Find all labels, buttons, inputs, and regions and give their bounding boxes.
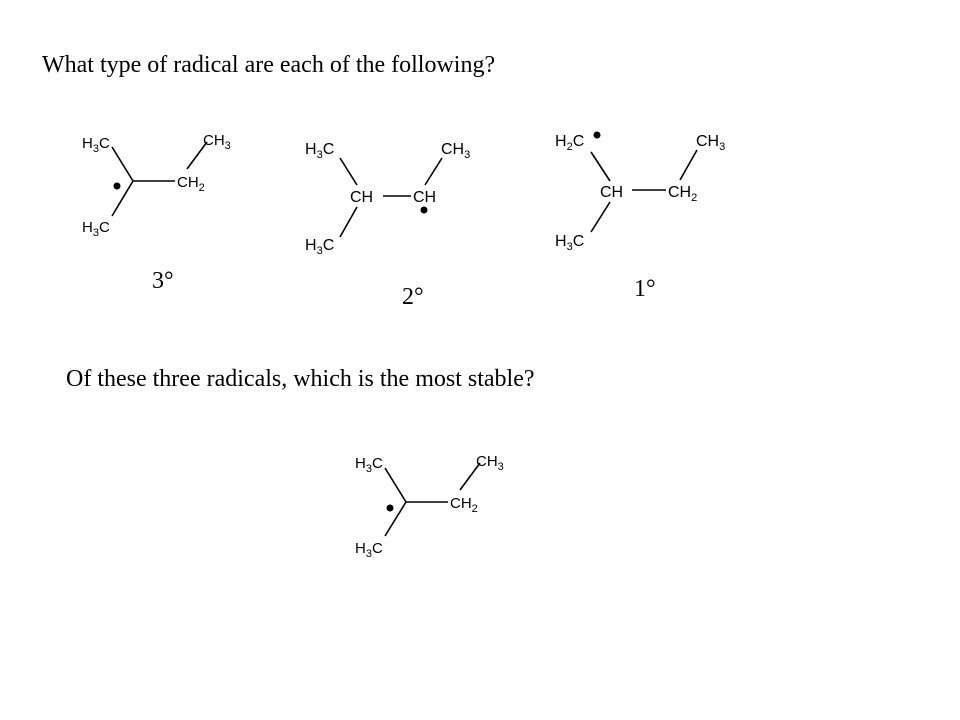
h2c-label: $H_2C$ (555, 133, 585, 153)
h3c-upper-label: $H_3C$ (355, 455, 383, 475)
ch3-label: $CH_3$ (696, 133, 726, 153)
h3c-lower-label: $H_3C$ (82, 219, 110, 239)
ch3-label: $CH_3$ (203, 132, 231, 152)
h3c-lower-label: $H_3C$ (305, 237, 335, 257)
tertiary-label: 3° (152, 268, 174, 294)
ch-left-label: CH (350, 189, 374, 206)
ch-label: CH (600, 184, 624, 201)
question-types: What type of radical are each of the following? (42, 52, 496, 78)
h3c-upper-label: $H_3C$ (82, 135, 110, 155)
question-stability: Of these three radicals, which is the most stable? (66, 366, 535, 392)
radical-dot (387, 505, 394, 512)
ch2-label: $CH_2$ (450, 495, 478, 515)
secondary-label: 2° (402, 284, 424, 310)
primary-label: 1° (634, 276, 656, 302)
ch3-label: $CH_3$ (441, 141, 471, 161)
h3c-upper-label: $H_3C$ (305, 141, 335, 161)
h3c-lower-label: $H_3C$ (355, 540, 383, 560)
ch2-label: $CH_2$ (177, 174, 205, 194)
ch-right-label: CH (413, 189, 437, 206)
ch3-label: $CH_3$ (476, 453, 504, 473)
ch2-label: $CH_2$ (668, 184, 698, 204)
h3c-lower-label: $H_3C$ (555, 233, 585, 253)
